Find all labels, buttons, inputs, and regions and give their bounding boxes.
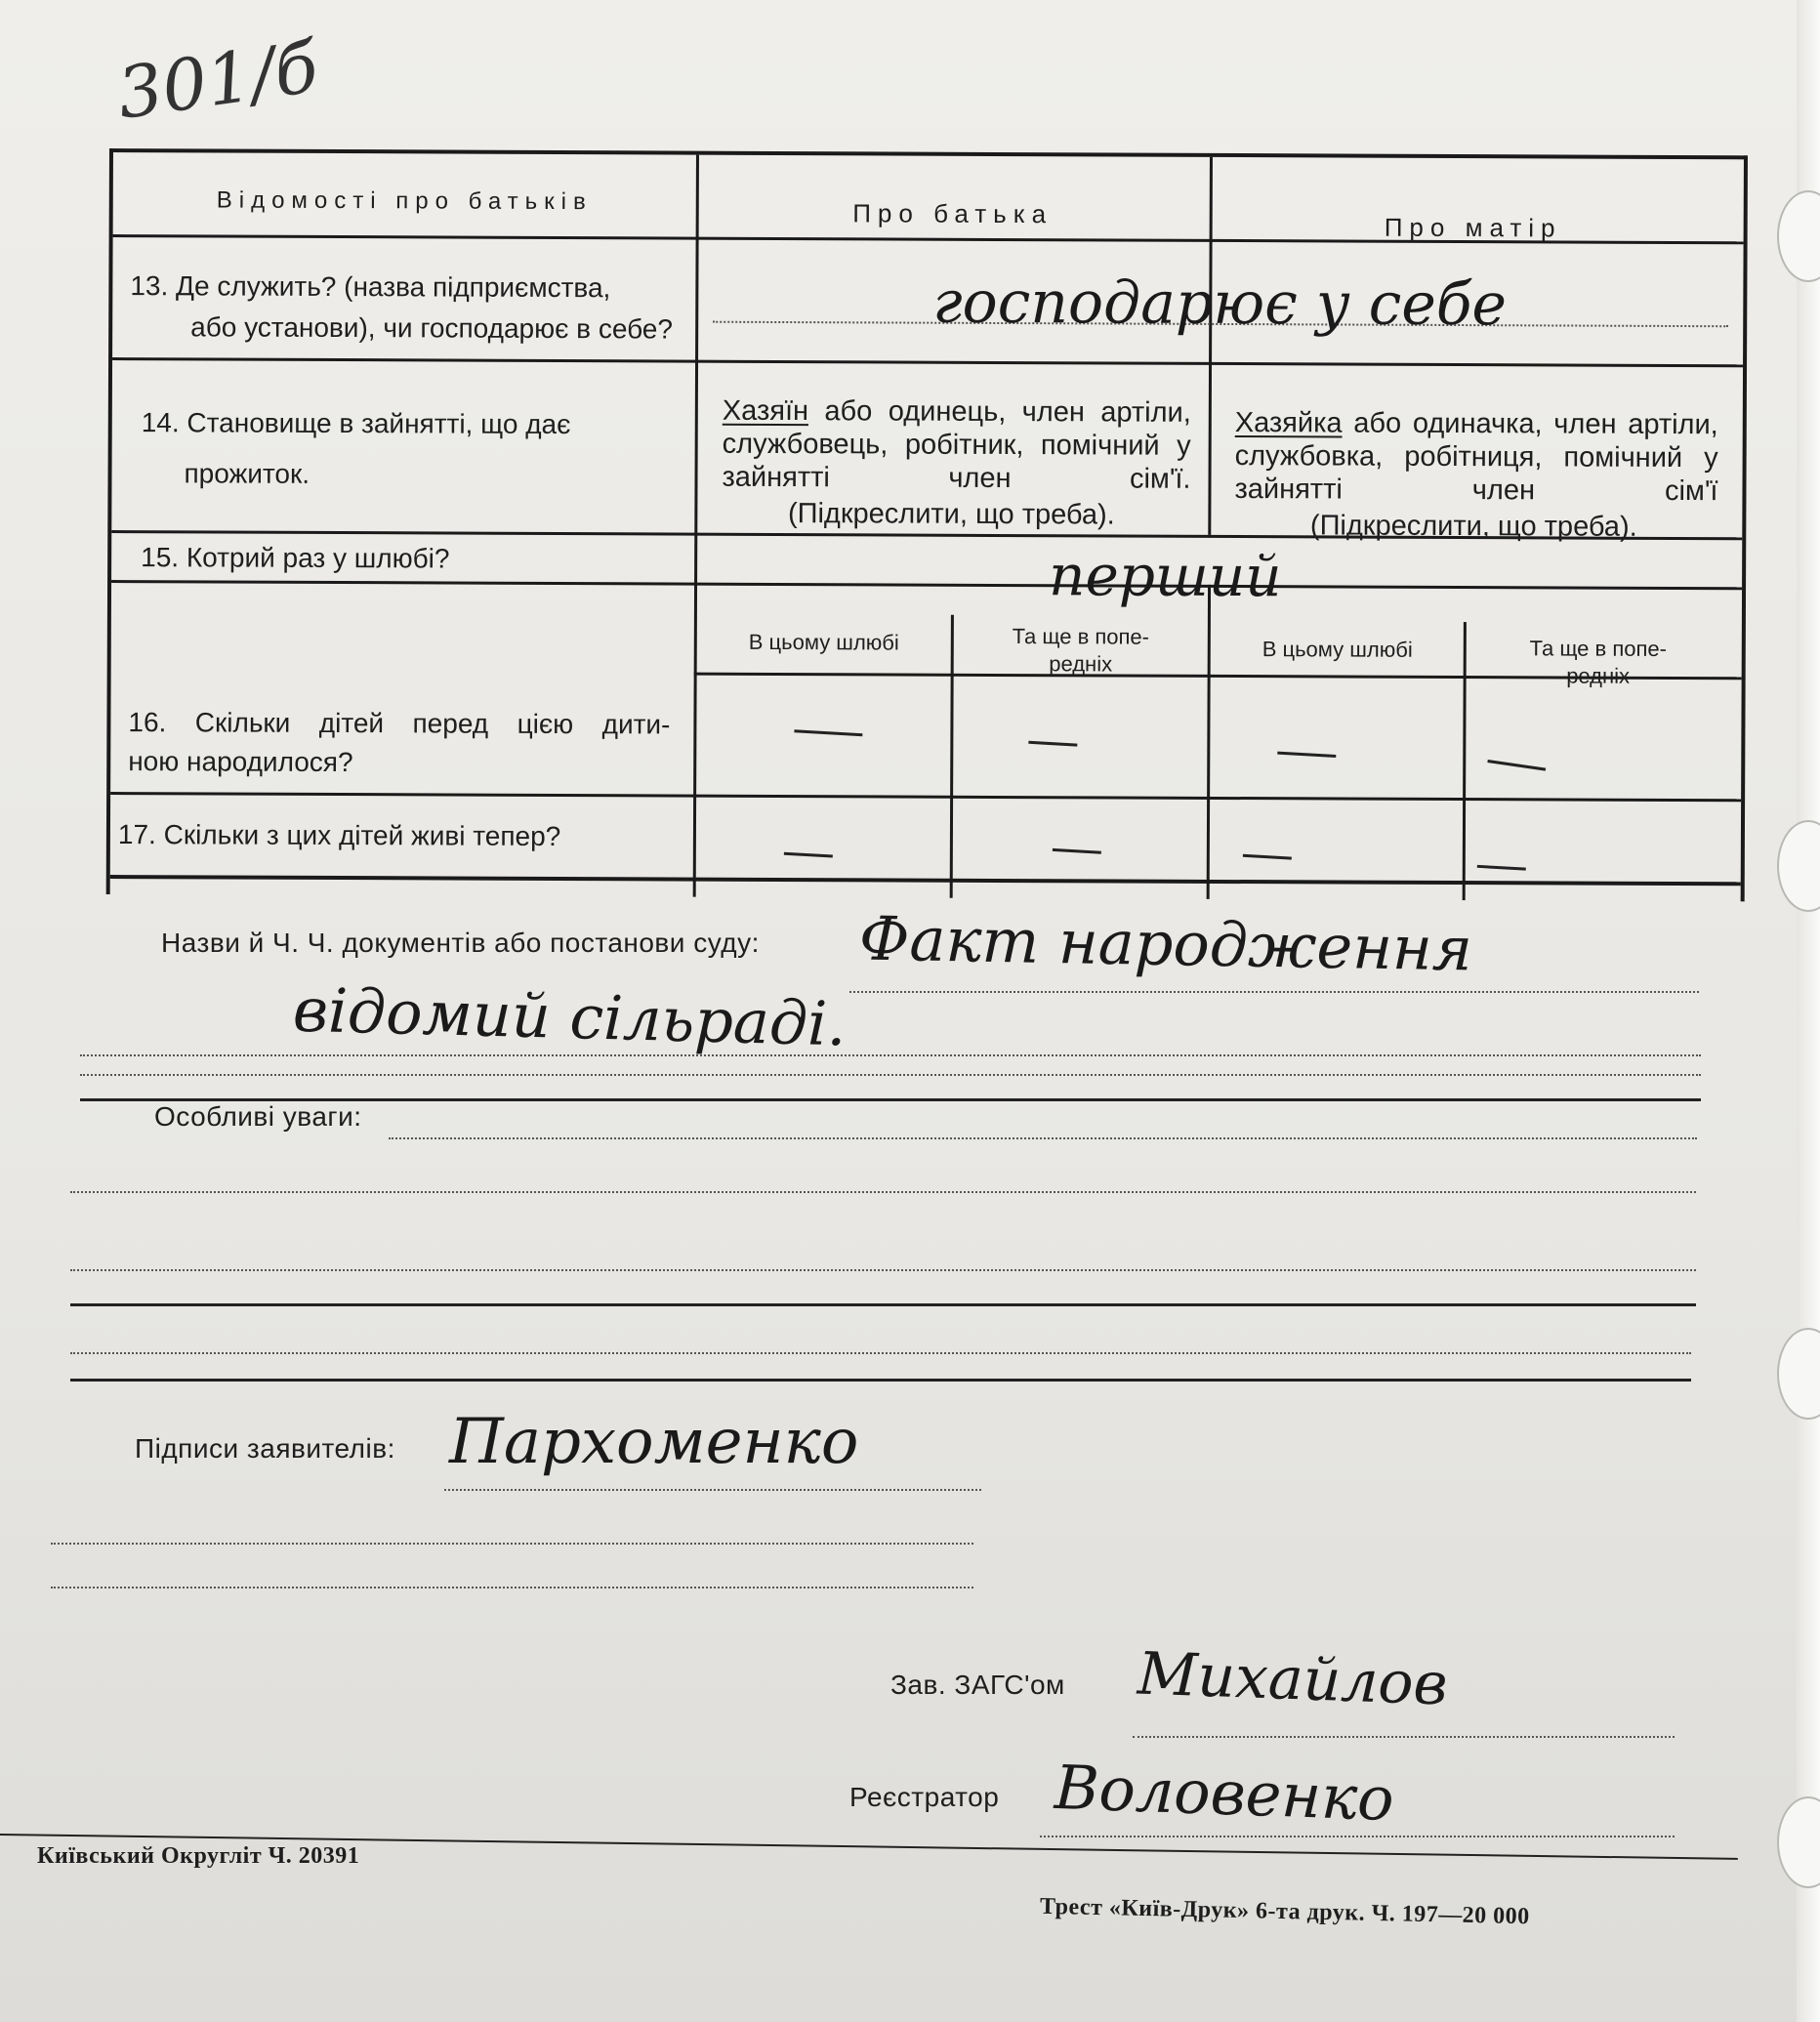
paper-edge	[1797, 0, 1820, 2022]
q14-label-line1: 14. Становище в зайнятті, що дає	[141, 407, 571, 440]
q14-father-note: (Підкреслити, що треба).	[787, 498, 1115, 531]
footer-left: Київський Округліт Ч. 20391	[37, 1843, 360, 1869]
q16-answer-1	[794, 729, 862, 736]
q16-subheader-4: Та ще в попе- редніх	[1529, 636, 1668, 688]
q16-label-line2: ною народилося?	[128, 746, 353, 778]
registrar-label: Реєстратор	[849, 1782, 1000, 1812]
remarks-line-3	[70, 1269, 1696, 1271]
head-signature: Михайлов	[1136, 1639, 1449, 1719]
q17-label: 17. Скільки з цих дітей живі тепер?	[117, 819, 561, 852]
q17-answer-2	[1053, 848, 1101, 854]
q13-answer: господарює у себе	[932, 268, 1508, 340]
q14-father-options: Хазяїн або одинець, член артіли, службовець, робітник, помічний у зайнятті член сім'ї.	[722, 394, 1191, 495]
footer-right: Трест «Київ-Друк» 6-та друк. Ч. 197—20 000	[1039, 1893, 1530, 1930]
q16-label-line1: 16. Скільки дітей перед цією дити-	[128, 707, 671, 740]
q17-answer-3	[1243, 854, 1292, 860]
parents-info-table	[106, 148, 1748, 901]
remarks-line-1	[389, 1137, 1697, 1139]
q16-subheader-3: В цьому шлюбі	[1262, 637, 1413, 662]
q14-mother-selected: Хазяйка	[1234, 407, 1343, 439]
q13-label-line2: або установи), чи господарює в себе?	[190, 311, 674, 345]
q13-label-line1: 13. Де служить? (назва підприємства,	[130, 270, 611, 304]
documents-value-line1: Факт народження	[858, 902, 1473, 985]
q14-mother-options: Хазяйка або одиначка, член артіли, службовка, робітниця, помічний у зайнятті член сім'ї	[1234, 407, 1718, 508]
q16-answer-2	[1028, 741, 1077, 747]
q14-father-selected: Хазяїн	[722, 394, 809, 428]
q16-subheader-1: В цьому шлюбі	[748, 629, 899, 655]
q14-label-line2: прожиток.	[184, 458, 310, 489]
binder-hole	[1777, 190, 1820, 282]
remarks-label: Особливі уваги:	[154, 1101, 362, 1132]
applicant-signature: Пархоменко	[449, 1406, 859, 1478]
binder-hole	[1777, 1796, 1820, 1888]
documents-label: Назви й Ч. Ч. документів або постанови суду:	[161, 928, 760, 958]
q16-subheader-2: Та ще в попе- редніх	[1012, 624, 1150, 677]
q14-mother-note: (Підкреслити, що треба).	[1309, 510, 1637, 543]
documents-value-line2: відомий сільраді.	[292, 973, 848, 1060]
binder-hole	[1777, 820, 1820, 912]
remarks-line-2	[70, 1191, 1696, 1193]
corner-note: 301/б	[112, 25, 323, 135]
q15-label: 15. Котрий раз у шлюбі?	[141, 542, 450, 574]
q17-answer-4	[1477, 865, 1526, 871]
remarks-line-4	[70, 1352, 1691, 1354]
header-father: Про батька	[852, 198, 1054, 229]
binder-hole	[1777, 1328, 1820, 1420]
header-mother: Про матір	[1384, 212, 1562, 243]
signatures-label: Підписи заявителів:	[135, 1433, 395, 1464]
q17-answer-1	[784, 852, 833, 858]
header-parents-info: Відомості про батьків	[216, 186, 593, 216]
q15-answer: перший	[1048, 542, 1282, 610]
q16-answer-3	[1277, 752, 1336, 758]
q16-answer-4	[1487, 760, 1546, 771]
registrar-signature: Воловенко	[1053, 1751, 1395, 1836]
head-label: Зав. ЗАГС'ом	[890, 1670, 1065, 1700]
